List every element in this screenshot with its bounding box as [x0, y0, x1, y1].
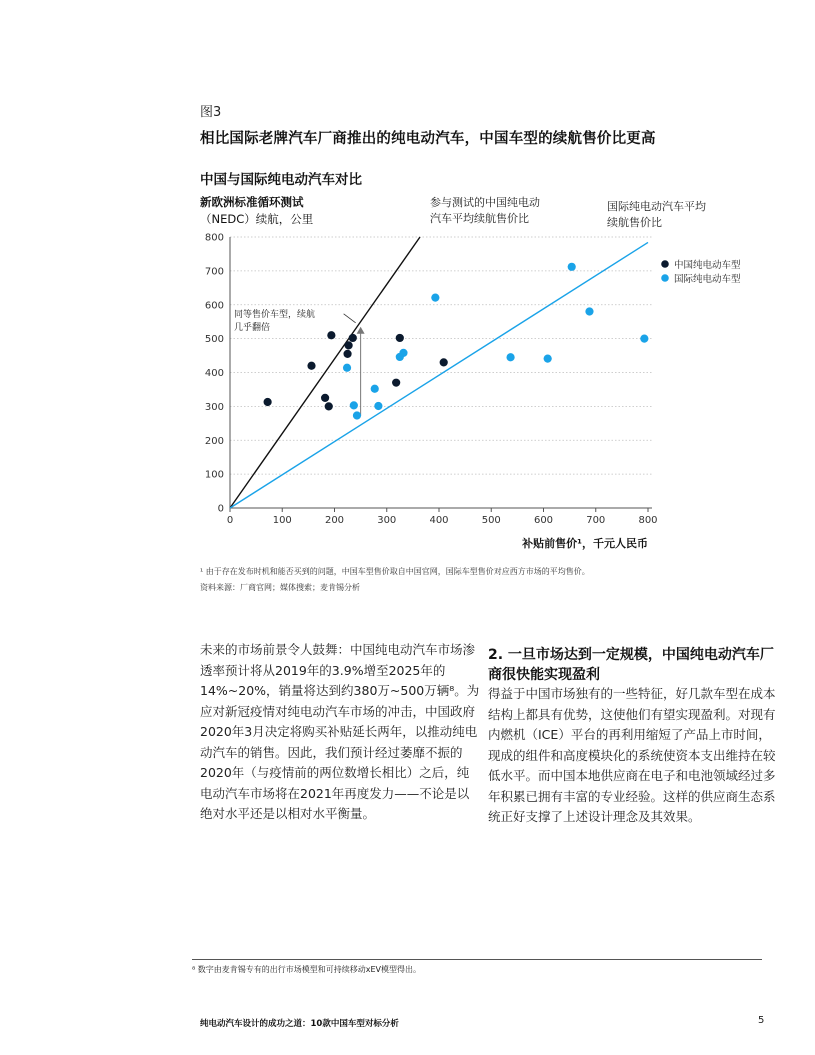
intl-model-point [353, 411, 361, 419]
comparison-arrow-head [357, 327, 365, 334]
section-body: 得益于中国市场独有的一些特征，好几款车型在成本结构上都具有优势，这使他们有望实现盈利。对现有内燃机（ICE）平台的再利用缩短了产品上市时间，现成的组件和高度模块化的系统使资本支出维持在较低水平。而中国本地供应商在电子和电池领域经过多年积累已拥有丰富的专业经验。这样的供应商生态系统正好支撑了上述设计理念及其效果。 [488, 686, 776, 824]
china-model-point [440, 358, 448, 366]
annotation-same-price-2: 几乎翻倍 [234, 323, 271, 333]
chart-footnote: ¹ 由于存在发布时机和能否买到的问题，中国车型售价取自中国官网，国际车型售价对应西方市场的平均售价。 [200, 567, 590, 576]
legend-label-china: 中国纯电动车型 [674, 260, 741, 271]
y-tick-label: 100 [204, 469, 224, 481]
x-tick-label: 0 [226, 515, 234, 526]
x-tick-label: 700 [586, 515, 606, 526]
y-tick-label: 800 [204, 232, 224, 244]
x-tick-label: 300 [377, 515, 397, 526]
legend-marker-intl [661, 274, 669, 282]
intl-model-point [585, 307, 593, 315]
y-tick-label: 500 [204, 334, 224, 346]
annotation-same-price: 同等售价车型，续航 [234, 310, 316, 320]
annotation-intl-avg-2: 续航售价比 [607, 216, 662, 229]
chart-source: 资料来源：厂商官网；媒体搜索；麦肯锡分析 [200, 583, 360, 592]
china-model-point [345, 341, 353, 349]
y-tick-label: 300 [204, 401, 224, 413]
annotation-leader [344, 314, 356, 323]
section-heading: 2. 一旦市场达到一定规模，中国纯电动汽车厂商很快能实现盈利 [488, 647, 774, 683]
y-tick-label: 0 [217, 503, 224, 515]
x-tick-label: 800 [638, 515, 658, 526]
intl-model-point [399, 349, 407, 357]
china-model-point [392, 379, 400, 387]
intl-avg-line [230, 242, 648, 508]
intl-model-point [343, 364, 351, 372]
intl-model-point [431, 294, 439, 302]
chart-title: 中国与国际纯电动汽车对比 [200, 172, 362, 188]
china-model-point [343, 350, 351, 358]
figure-title: 相比国际老牌汽车厂商推出的纯电动汽车，中国车型的续航售价比更高 [200, 131, 656, 147]
intl-model-point [371, 385, 379, 393]
intl-model-point [374, 402, 382, 410]
x-tick-label: 200 [324, 515, 345, 526]
y-axis-label-unit: （NEDC）续航，公里 [200, 212, 314, 226]
intl-model-point [568, 263, 576, 271]
x-tick-label: 500 [481, 515, 501, 526]
china-model-point [327, 331, 335, 339]
body-left-text: 未来的市场前景令人鼓舞：中国纯电动汽车市场渗透率预计将从2019年的3.9%增至2025年的14%~20%，销量将达到约380万~500万辆⁸。为应对新冠疫情对纯电动汽车市场的冲击，中国政府2020年3月决定将购买补贴延长两年，以推动纯电动汽车的销售。因此，我们预计经过萎靡不振的2020年（与疫情前的两位数增长相比）之后，纯电动汽车市场将在2021年再度发力——不论是以绝对水平还是以相对水平衡量。 [200, 642, 480, 821]
legend-marker-china [661, 260, 669, 268]
y-tick-label: 200 [204, 435, 224, 447]
annotation-intl-avg: 国际纯电动汽车平均 [607, 200, 706, 213]
annotation-china-avg: 参与测试的中国纯电动 [430, 196, 540, 209]
china-model-point [349, 334, 357, 342]
intl-model-point [350, 401, 358, 409]
page-number: 5 [758, 1015, 765, 1026]
y-tick-label: 400 [204, 368, 224, 379]
body-left [200, 640, 480, 825]
footer-title: 纯电动汽车设计的成功之道：10款中国车型对标分析 [200, 1019, 399, 1029]
y-axis-label: 新欧洲标准循环测试 [200, 195, 304, 209]
china-model-point [396, 334, 404, 342]
intl-model-point [640, 335, 648, 343]
y-tick-label: 700 [204, 266, 224, 278]
x-tick-label: 400 [429, 515, 449, 526]
china-model-point [321, 394, 329, 402]
x-tick-label: 100 [272, 515, 292, 526]
x-axis-label: 补贴前售价¹，千元人民币 [522, 537, 648, 550]
intl-model-point [544, 355, 552, 363]
y-tick-label: 600 [204, 300, 224, 312]
annotation-china-avg-2: 汽车平均续航售价比 [430, 212, 529, 225]
china-model-point [307, 362, 315, 370]
china-model-point [325, 402, 333, 410]
footnote-8: ⁸ 数字由麦肯锡专有的出行市场模型和可持续移动xEV模型得出。 [192, 965, 422, 974]
legend-label-intl: 国际纯电动车型 [674, 274, 741, 285]
china-model-point [264, 398, 272, 406]
footnote-divider [192, 959, 762, 960]
figure-label: 图3 [200, 105, 222, 120]
x-tick-label: 600 [533, 515, 554, 526]
intl-model-point [506, 353, 514, 361]
